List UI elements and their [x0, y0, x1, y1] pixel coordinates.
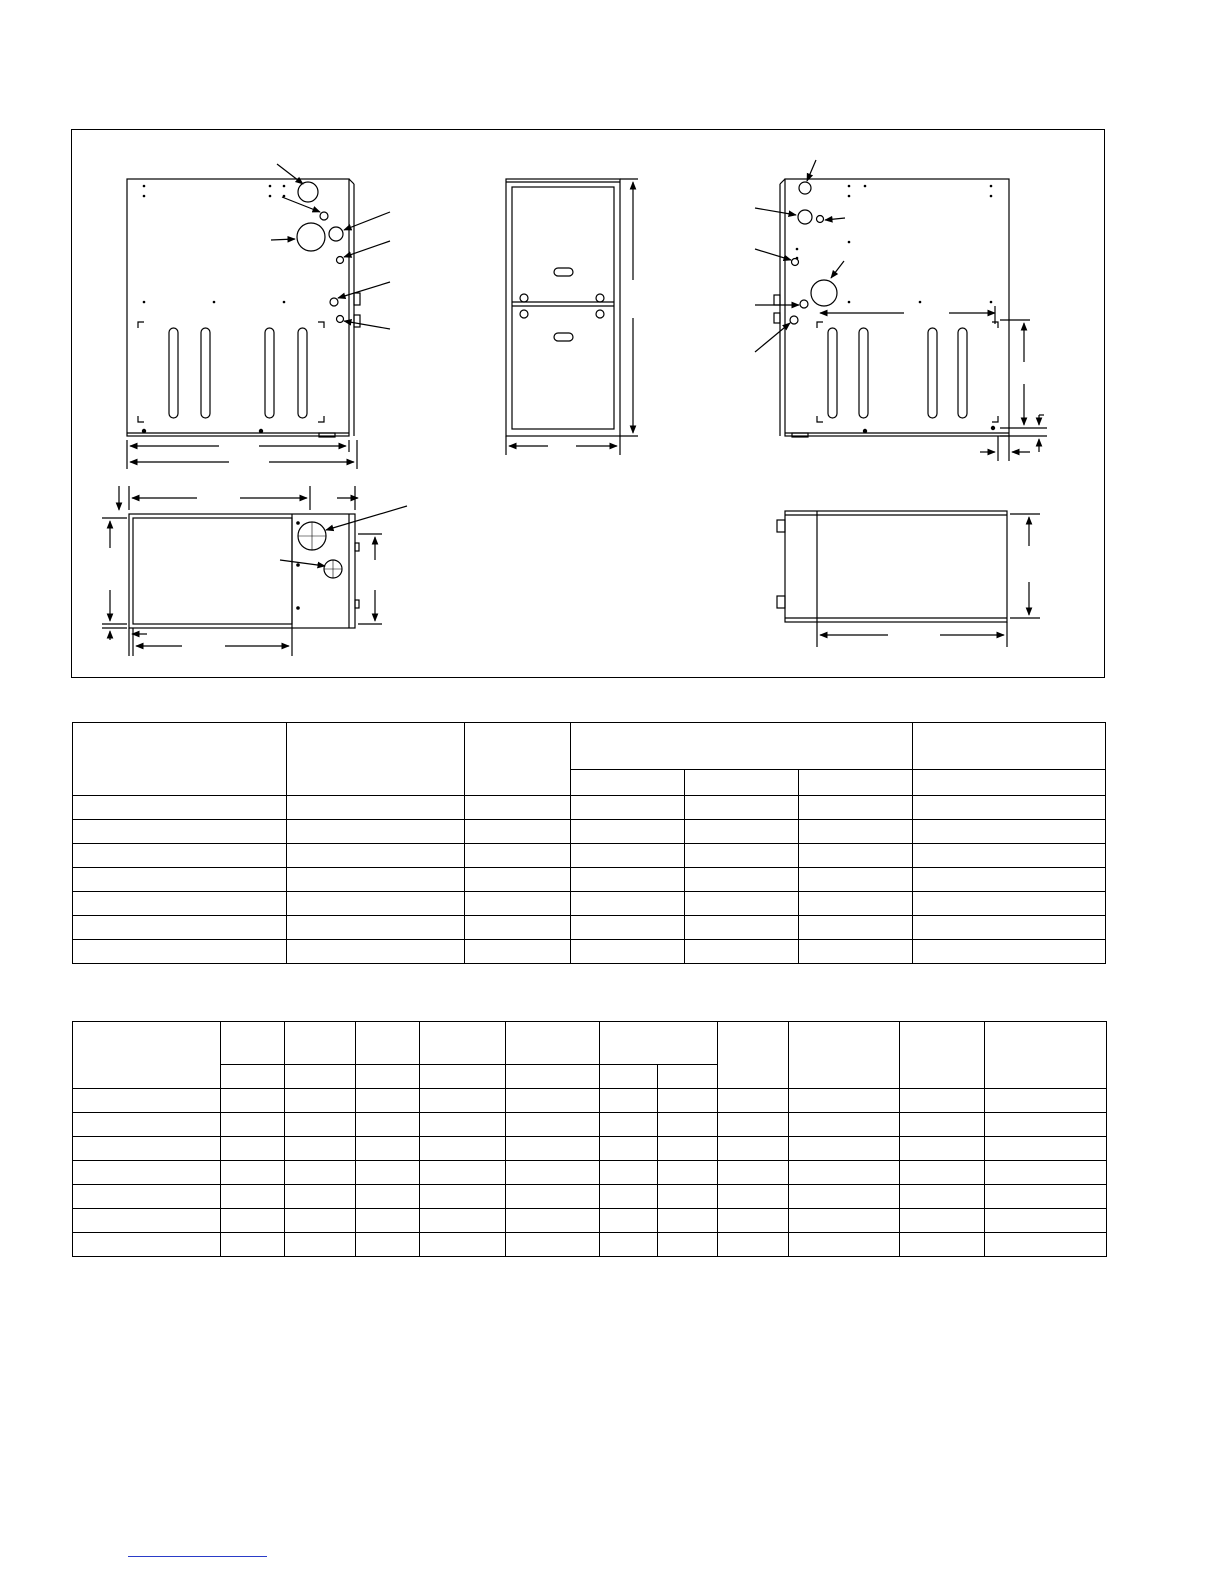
table-cell: [356, 1233, 420, 1257]
table-cell: [913, 844, 1106, 868]
table-header-cell: [506, 1022, 600, 1065]
table-cell: [465, 892, 571, 916]
furnace-dimension-drawing: [71, 129, 1105, 678]
table-cell: [658, 1137, 718, 1161]
table-header-cell: [658, 1065, 718, 1089]
table-cell: [221, 1089, 285, 1113]
table-row: [73, 916, 1106, 940]
table-cell: [685, 892, 799, 916]
table-row: [73, 1185, 1107, 1209]
table-cell: [73, 916, 287, 940]
table-cell: [985, 1233, 1107, 1257]
table-cell: [718, 1113, 789, 1137]
table-cell: [913, 868, 1106, 892]
bottom-view: [777, 511, 1040, 647]
table-row: [73, 1209, 1107, 1233]
table-cell: [571, 916, 685, 940]
table-cell: [506, 1185, 600, 1209]
table-cell: [465, 916, 571, 940]
table-cell: [285, 1209, 356, 1233]
table-cell: [685, 940, 799, 964]
table-row: [73, 1089, 1107, 1113]
table-cell: [73, 892, 287, 916]
table-cell: [799, 868, 913, 892]
table-cell: [356, 1137, 420, 1161]
table-row: [73, 1137, 1107, 1161]
table-header-cell: [73, 1022, 221, 1089]
table-cell: [287, 844, 465, 868]
table-cell: [900, 1185, 985, 1209]
table-header-cell: [718, 1022, 789, 1089]
table-cell: [420, 1209, 506, 1233]
table-cell: [600, 1161, 658, 1185]
table-cell: [799, 844, 913, 868]
table-cell: [506, 1161, 600, 1185]
table-cell: [658, 1089, 718, 1113]
table-cell: [287, 820, 465, 844]
table-cell: [73, 1161, 221, 1185]
table-row: [73, 940, 1106, 964]
top-view: [102, 486, 407, 656]
table-cell: [221, 1233, 285, 1257]
table-cell: [571, 796, 685, 820]
front-view: [506, 179, 638, 455]
table-header-cell: [73, 723, 287, 796]
table-cell: [900, 1113, 985, 1137]
table-cell: [221, 1161, 285, 1185]
table-cell: [221, 1137, 285, 1161]
table-header-cell: [506, 1065, 600, 1089]
table-cell: [685, 868, 799, 892]
table-cell: [658, 1233, 718, 1257]
table-cell: [506, 1089, 600, 1113]
table-header-cell: [285, 1065, 356, 1089]
table-cell: [221, 1185, 285, 1209]
table-row: [73, 1113, 1107, 1137]
table-row: [73, 1233, 1107, 1257]
table-cell: [913, 916, 1106, 940]
table-cell: [685, 844, 799, 868]
table-header-cell: [221, 1065, 285, 1089]
table-cell: [658, 1113, 718, 1137]
table-cell: [465, 868, 571, 892]
table-cell: [913, 892, 1106, 916]
table-header-cell: [900, 1022, 985, 1089]
table-row: [73, 892, 1106, 916]
table-cell: [356, 1161, 420, 1185]
table-cell: [985, 1209, 1107, 1233]
table-cell: [221, 1209, 285, 1233]
table-cell: [506, 1209, 600, 1233]
table-cell: [356, 1113, 420, 1137]
table-cell: [73, 1185, 221, 1209]
table-cell: [658, 1209, 718, 1233]
table-cell: [287, 916, 465, 940]
table-header-cell: [221, 1022, 285, 1065]
table-cell: [287, 796, 465, 820]
table-cell: [285, 1161, 356, 1185]
table-cell: [73, 940, 287, 964]
table-cell: [571, 940, 685, 964]
left-side-view: [127, 164, 390, 469]
table-cell: [985, 1137, 1107, 1161]
table-cell: [718, 1209, 789, 1233]
table-cell: [600, 1137, 658, 1161]
table-cell: [600, 1185, 658, 1209]
table-header-cell: [571, 723, 913, 770]
table-cell: [287, 892, 465, 916]
table-header-cell: [420, 1065, 506, 1089]
table-cell: [420, 1113, 506, 1137]
table-header-cell: [913, 723, 1106, 770]
table-cell: [799, 892, 913, 916]
table-cell: [789, 1209, 900, 1233]
table-header-cell: [285, 1022, 356, 1065]
table-header-cell: [287, 723, 465, 796]
table-cell: [571, 868, 685, 892]
table-cell: [571, 820, 685, 844]
table-cell: [465, 940, 571, 964]
table-header-cell: [985, 1022, 1107, 1089]
table-cell: [73, 1209, 221, 1233]
table-cell: [799, 820, 913, 844]
table-cell: [73, 1113, 221, 1137]
table-cell: [985, 1089, 1107, 1113]
table-cell: [221, 1113, 285, 1137]
table-cell: [356, 1185, 420, 1209]
table-cell: [718, 1137, 789, 1161]
specifications-table: [72, 1021, 1107, 1257]
table-cell: [718, 1089, 789, 1113]
table-header-cell: [420, 1022, 506, 1065]
table-cell: [789, 1233, 900, 1257]
table-cell: [285, 1113, 356, 1137]
table-cell: [985, 1161, 1107, 1185]
table-header-cell: [356, 1022, 420, 1065]
table-cell: [658, 1185, 718, 1209]
table-row: [73, 868, 1106, 892]
table-cell: [913, 940, 1106, 964]
table-cell: [600, 1209, 658, 1233]
table-cell: [789, 1185, 900, 1209]
table-cell: [600, 1089, 658, 1113]
table-cell: [799, 940, 913, 964]
table-cell: [506, 1233, 600, 1257]
table-cell: [73, 1233, 221, 1257]
table-row: [73, 844, 1106, 868]
table-cell: [571, 844, 685, 868]
table-cell: [685, 916, 799, 940]
table-cell: [685, 820, 799, 844]
table-cell: [900, 1161, 985, 1185]
table-cell: [420, 1233, 506, 1257]
table-header-cell: [465, 723, 571, 796]
table-cell: [285, 1233, 356, 1257]
table-cell: [73, 844, 287, 868]
table-cell: [799, 796, 913, 820]
table-header-cell: [600, 1065, 658, 1089]
table-header-cell: [799, 770, 913, 796]
table-cell: [506, 1137, 600, 1161]
table-cell: [900, 1137, 985, 1161]
table-cell: [789, 1161, 900, 1185]
table-cell: [73, 1137, 221, 1161]
table-cell: [420, 1161, 506, 1185]
table-cell: [913, 796, 1106, 820]
table-cell: [465, 796, 571, 820]
dimensions-table: [72, 722, 1106, 964]
table-cell: [287, 868, 465, 892]
table-cell: [985, 1185, 1107, 1209]
table-cell: [287, 940, 465, 964]
table-cell: [73, 796, 287, 820]
table-cell: [900, 1089, 985, 1113]
footer-link[interactable]: [128, 1556, 267, 1557]
table-cell: [789, 1137, 900, 1161]
table-cell: [900, 1209, 985, 1233]
table-cell: [420, 1185, 506, 1209]
table-cell: [420, 1089, 506, 1113]
table-cell: [285, 1089, 356, 1113]
table-cell: [718, 1185, 789, 1209]
table-cell: [465, 820, 571, 844]
right-side-view: [755, 160, 1047, 461]
table-cell: [789, 1113, 900, 1137]
table-cell: [658, 1161, 718, 1185]
table-cell: [506, 1113, 600, 1137]
table-cell: [73, 1089, 221, 1113]
table-header-cell: [685, 770, 799, 796]
table-cell: [600, 1233, 658, 1257]
table-cell: [420, 1137, 506, 1161]
table-cell: [73, 820, 287, 844]
table-cell: [356, 1209, 420, 1233]
table-cell: [571, 892, 685, 916]
table-cell: [356, 1089, 420, 1113]
table-cell: [600, 1113, 658, 1137]
table-header-cell: [913, 770, 1106, 796]
table-cell: [789, 1089, 900, 1113]
table-cell: [73, 868, 287, 892]
table-row: [73, 796, 1106, 820]
table-cell: [465, 844, 571, 868]
table-cell: [285, 1137, 356, 1161]
table-header-cell: [600, 1022, 718, 1065]
table-cell: [799, 916, 913, 940]
table-cell: [285, 1185, 356, 1209]
table-cell: [685, 796, 799, 820]
table-cell: [913, 820, 1106, 844]
table-cell: [985, 1113, 1107, 1137]
table-header-cell: [571, 770, 685, 796]
table-cell: [718, 1161, 789, 1185]
table-cell: [718, 1233, 789, 1257]
table-header-cell: [789, 1022, 900, 1089]
table-row: [73, 1161, 1107, 1185]
table-cell: [900, 1233, 985, 1257]
table-header-cell: [356, 1065, 420, 1089]
table-row: [73, 820, 1106, 844]
